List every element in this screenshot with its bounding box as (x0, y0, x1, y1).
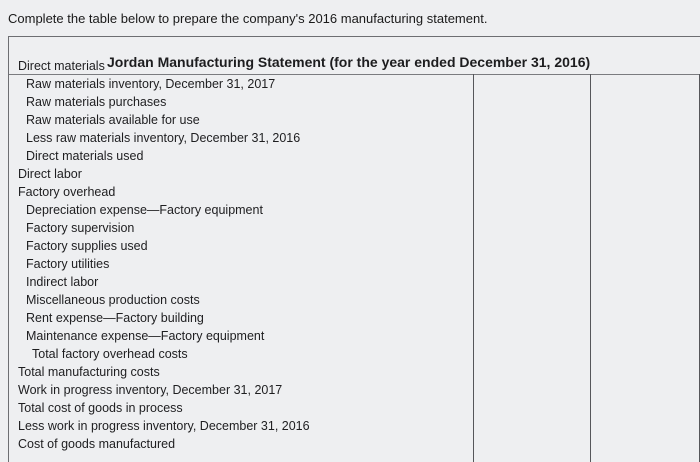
table-row (9, 129, 469, 147)
row-label: Direct materials (18, 59, 105, 73)
table-row (9, 183, 469, 201)
row-label: Maintenance expense—Factory equipment (26, 329, 265, 343)
table-row (9, 417, 469, 435)
statement-rows (9, 57, 469, 453)
table-row (9, 345, 469, 363)
row-label: Factory supplies used (26, 239, 148, 253)
table-title: Jordan Manufacturing Statement (for the year ended December 31, 2016) (107, 54, 591, 70)
row-label: Factory supervision (26, 221, 135, 235)
row-label: Total cost of goods in process (18, 401, 183, 415)
row-label: Direct materials used (26, 149, 144, 163)
table-row (9, 255, 469, 273)
row-label: Rent expense—Factory building (26, 311, 204, 325)
row-label: Raw materials inventory, December 31, 2017 (26, 77, 276, 91)
row-label: Factory utilities (26, 257, 110, 271)
table-row (9, 309, 469, 327)
row-label: Cost of goods manufactured (18, 437, 176, 451)
table-row (9, 399, 469, 417)
table-row (9, 111, 469, 129)
table-row (9, 273, 469, 291)
table-row (9, 219, 469, 237)
table-row (9, 75, 469, 93)
column-divider-2 (590, 74, 591, 462)
column-divider-1 (473, 74, 474, 462)
instruction-text: Complete the table below to prepare the company's 2016 manufacturing statement. (8, 11, 488, 26)
table-row (9, 363, 469, 381)
table-row (9, 165, 469, 183)
row-label: Factory overhead (18, 185, 116, 199)
table-row (9, 381, 469, 399)
row-label: Miscellaneous production costs (26, 293, 200, 307)
table-row (9, 201, 469, 219)
row-label: Depreciation expense—Factory equipment (26, 203, 263, 217)
row-label: Raw materials available for use (26, 113, 200, 127)
table-row (9, 57, 469, 75)
row-label: Work in progress inventory, December 31, 2017 (18, 383, 283, 397)
row-label: Direct labor (18, 167, 82, 181)
row-label: Total manufacturing costs (18, 365, 160, 379)
row-label: Indirect labor (26, 275, 99, 289)
row-label: Less raw materials inventory, December 31, 2016 (26, 131, 301, 145)
table-row (9, 291, 469, 309)
table-row (9, 435, 469, 453)
table-row (9, 237, 469, 255)
table-row (9, 93, 469, 111)
manufacturing-statement-table (8, 36, 700, 462)
row-label: Less work in progress inventory, December 31, 2016 (18, 419, 310, 433)
row-label: Raw materials purchases (26, 95, 167, 109)
table-row (9, 147, 469, 165)
row-label: Total factory overhead costs (32, 347, 188, 361)
table-row (9, 327, 469, 345)
